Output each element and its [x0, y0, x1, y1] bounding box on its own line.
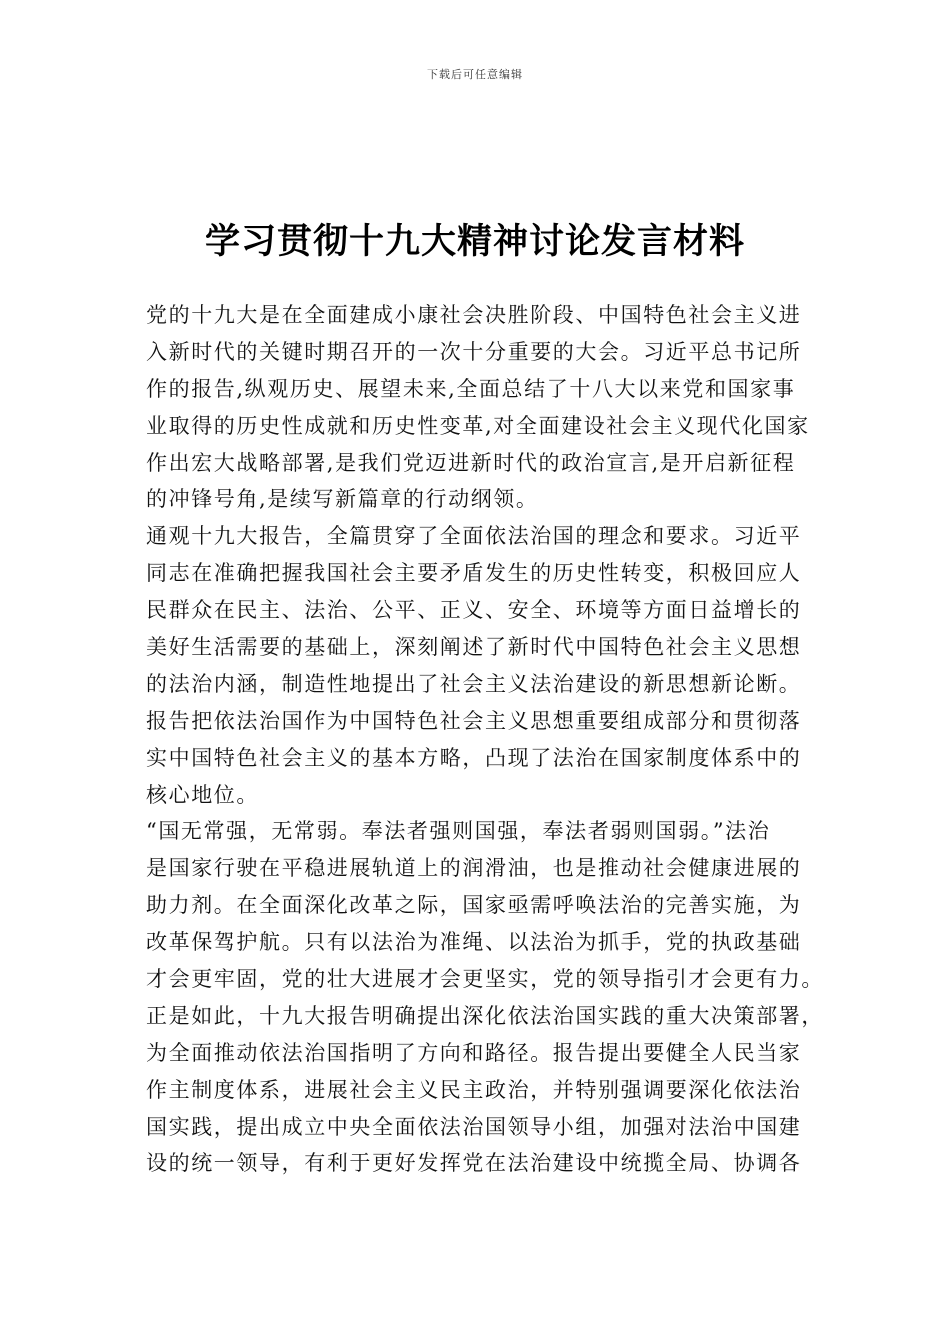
text-line: 同志在准确把握我国社会主要矛盾发生的历史性转变，积极回应人: [146, 561, 802, 586]
text-line: 的法治内涵，制造性地提出了社会主义法治建设的新思想新论断。: [146, 671, 802, 696]
text-line: 正是如此，十九大报告明确提出深化依法治国实践的重大决策部署，: [146, 1003, 824, 1028]
text-line: 民群众在民主、法治、公平、正义、安全、环境等方面日益增长的: [146, 598, 802, 623]
text-line: 助力剂。在全面深化改革之际，国家亟需呼唤法治的完善实施，为: [146, 893, 802, 918]
text-line: 的冲锋号角,是续写新篇章的行动纲领。: [146, 487, 539, 512]
text-line: 作出宏大战略部署,是我们党迈进新时代的政治宣言,是开启新征程: [146, 450, 796, 475]
text-line: 党的十九大是在全面建成小康社会决胜阶段、中国特色社会主义进: [146, 303, 802, 327]
text-line: 是国家行驶在平稳进展轨道上的润滑油，也是推动社会健康进展的: [146, 856, 802, 881]
text-line: 国实践，提出成立中央全面依法治国领导小组，加强对法治中国建: [146, 1114, 802, 1139]
text-line: 入新时代的关键时期召开的一次十分重要的大会。习近平总书记所: [146, 339, 802, 364]
text-line: 设的统一领导，有利于更好发挥党在法治建设中统揽全局、协调各: [146, 1151, 802, 1176]
text-line: 作主制度体系，进展社会主义民主政治，并特别强调要深化依法治: [146, 1077, 802, 1102]
text-line: 业取得的历史性成就和历史性变革,对全面建设社会主义现代化国家: [146, 413, 810, 438]
text-line: 作的报告,纵观历史、展望未来,全面总结了十八大以来党和国家事: [146, 376, 796, 401]
header-note: 下载后可任意编辑: [427, 68, 523, 81]
text-line: 美好生活需要的基础上，深刻阐述了新时代中国特色社会主义思想: [146, 635, 802, 660]
text-line: 报告把依法治国作为中国特色社会主义思想重要组成部分和贯彻落: [146, 708, 802, 733]
document-body: [146, 297, 824, 1182]
document-title: 学习贯彻十九大精神讨论发言材料: [204, 221, 745, 262]
text-line: 改革保驾护航。只有以法治为准绳、以法治为抓手，党的执政基础: [146, 930, 802, 955]
text-line: 通观十九大报告，全篇贯穿了全面依法治国的理念和要求。习近平: [146, 524, 802, 549]
text-line: 核心地位。: [146, 782, 259, 807]
text-line: 为全面推动依法治国指明了方向和路径。报告提出要健全人民当家: [146, 1040, 802, 1065]
text-line: 才会更牢固，党的壮大进展才会更坚实，党的领导指引才会更有力。: [146, 967, 824, 992]
text-line: 实中国特色社会主义的基本方略，凸现了法治在国家制度体系中的: [146, 745, 802, 770]
text-line: “国无常强，无常弱。奉法者强则国强，奉法者弱则国弱。”法治: [146, 819, 771, 844]
